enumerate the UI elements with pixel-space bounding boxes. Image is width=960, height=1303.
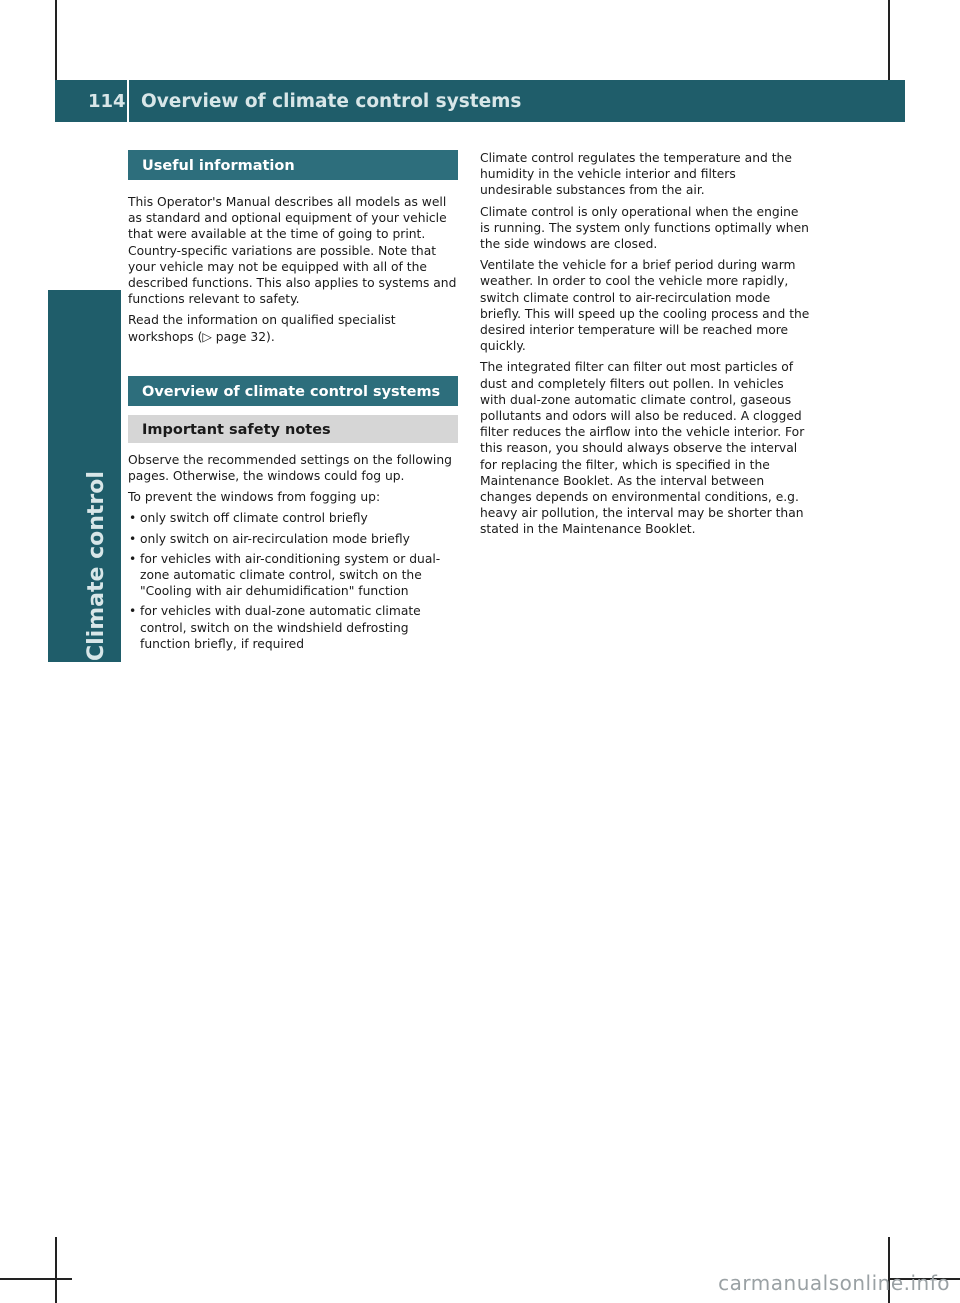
crop-mark	[55, 0, 57, 80]
crop-mark	[55, 1237, 57, 1303]
crop-mark	[888, 0, 890, 80]
body-paragraph: The integrated filter can filter out most particles of dust and completely filters out pollen. In vehicles with dual-zone automatic climate control, gaseous pollutants and odors will also be reduced. A clogged filter reduces the airflow into the vehicle interior. For this reason, you should always observe the interval for replacing the filter, which is specified in the Maintenance Booklet. As the interval between changes depends on environmental conditions, e.g. heavy air pollution, the interval may be shorter than stated in the Maintenance Booklet.	[480, 360, 805, 537]
list-item: • only switch off climate control briefly	[128, 510, 458, 526]
safety-notes-subheading: Important safety notes	[128, 415, 458, 443]
body-paragraph: Ventilate the vehicle for a brief period during warm weather. In order to cool the vehicle more rapidly, switch climate control to air-recirculation mode briefly. This will speed up the cooling process and the desired interior temperature will be reached more quickly.	[480, 258, 810, 354]
body-paragraph: Climate control regulates the temperature and the humidity in the vehicle interior and filters undesirable substances from the air.	[480, 151, 792, 198]
page-title: Overview of climate control systems	[141, 91, 522, 112]
page-number: 114	[88, 91, 126, 112]
workshop-paragraph: Read the information on qualified specialist workshops (▷ page 32).	[128, 313, 396, 344]
useful-info-heading: Useful information	[128, 150, 458, 180]
safety-paragraph: Observe the recommended settings on the following pages. Otherwise, the windows could fog up.	[128, 452, 452, 484]
right-column	[480, 150, 810, 543]
list-item: • for vehicles with dual-zone automatic climate control, switch on the windshield defrosting function briefly, if required	[128, 603, 458, 652]
left-column	[128, 150, 458, 656]
body-paragraph: Climate control is only operational when the engine is running. The system only functions optimally when the side windows are closed.	[480, 204, 809, 252]
crop-mark	[0, 1278, 72, 1280]
header-divider	[127, 80, 129, 122]
list-item: • for vehicles with air-conditioning system or dual-zone automatic climate control, switch on the "Cooling with air dehumidification" function	[128, 551, 458, 600]
list-item: • only switch on air-recirculation mode briefly	[128, 531, 458, 547]
fog-prevention-list	[128, 510, 458, 652]
watermark-link[interactable]: carmanualsonline.info	[718, 1271, 950, 1295]
overview-heading: Overview of climate control systems	[128, 376, 458, 406]
side-tab-label: Climate control	[84, 471, 109, 661]
fog-intro-paragraph: To prevent the windows from fogging up:	[128, 490, 381, 505]
useful-info-paragraph: This Operator's Manual describes all models as well as standard and optional equipment of your vehicle that were available at the time of going to print. Country-specific variations are possible. Note that your vehicle may not be equipped with all of the described functions. This also applies to systems and functions relevant to safety.	[128, 195, 457, 307]
